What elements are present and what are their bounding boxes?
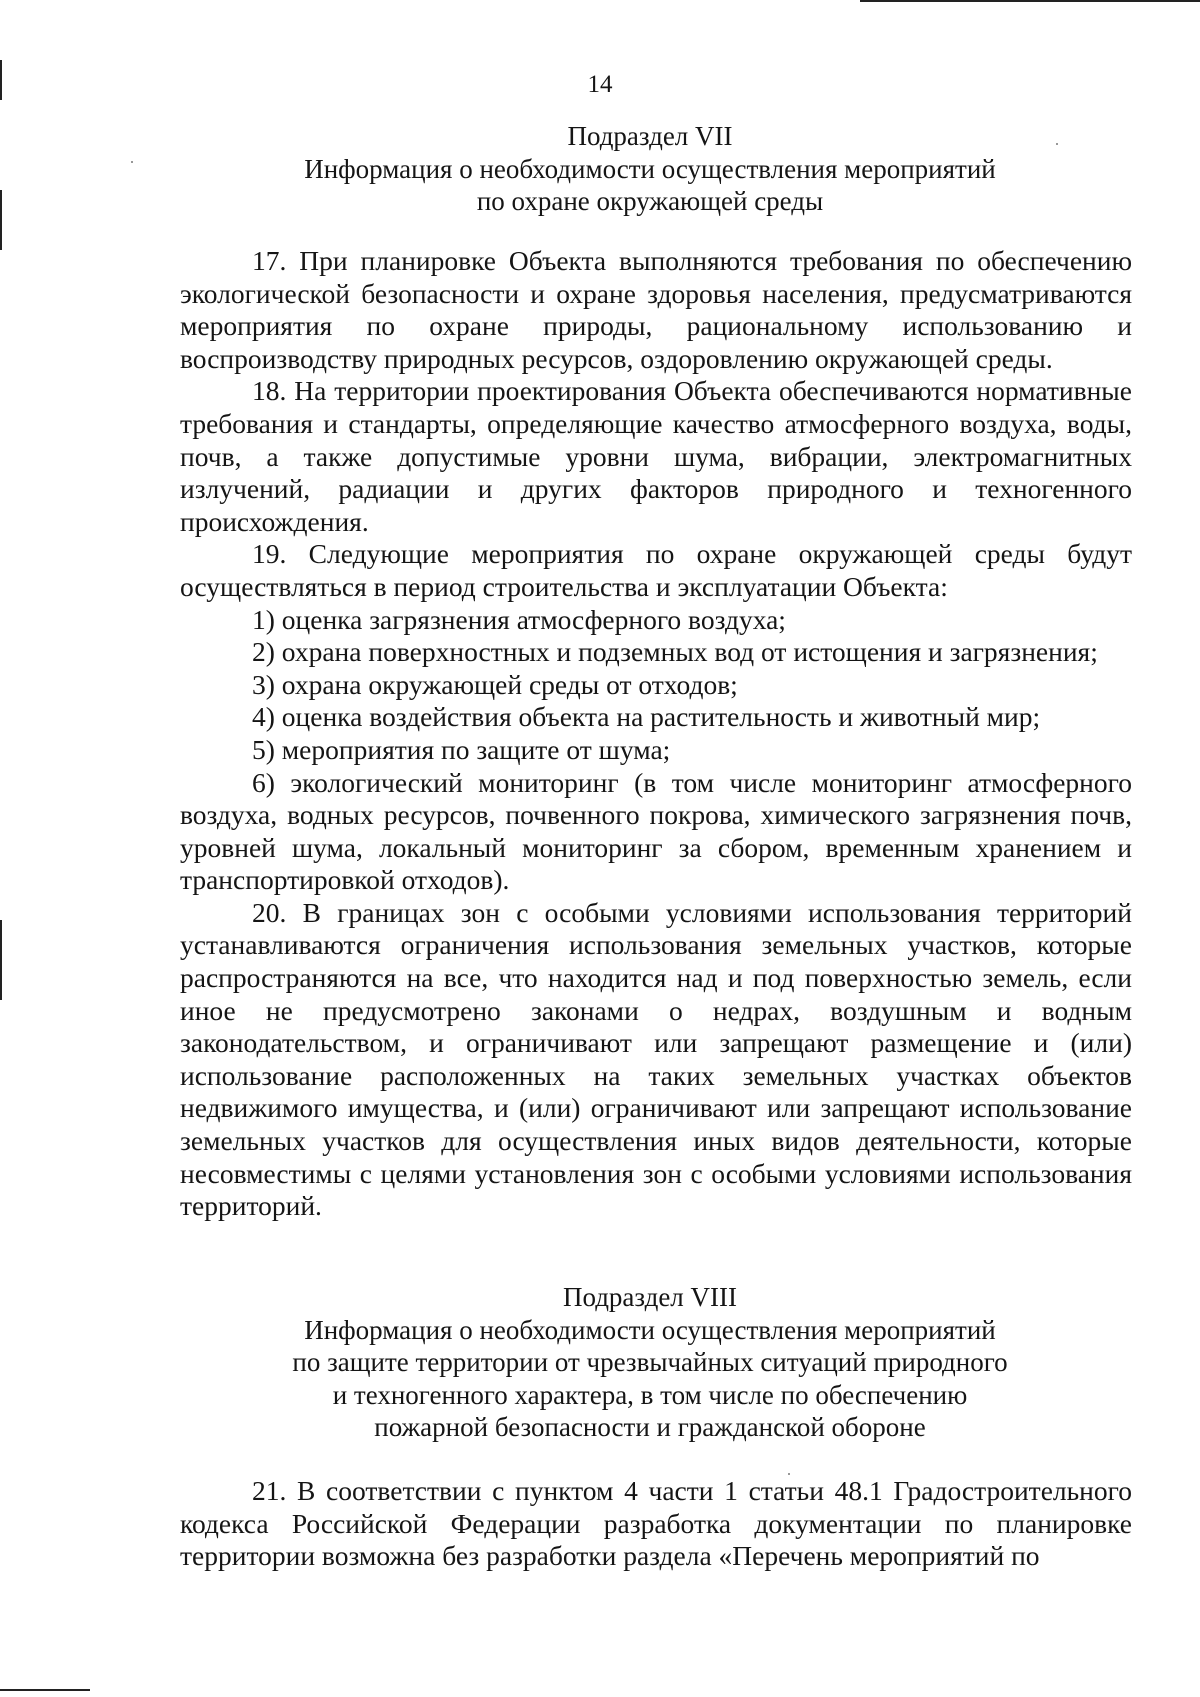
paragraph-17: 17. При планировке Объекта выполняются требования по обеспечению экологической безопасности и охране здоровья населения, предусматриваются мероприятия по охране природы, рациональному использованию и воспроизводству природных ресурсов, оздоровлению окружающей среды. [180,245,1132,374]
list-item: 6) экологический мониторинг (в том числе мониторинг атмосферного воздуха, водных ресурсов, почвенного покрова, химического загрязнения почв, уровней шума, локальный мониторинг за сбором, временным хранением и транспортировкой отходов). [180,766,1132,896]
scan-edge-left-3 [0,920,2,1000]
subsection-7-heading-line: Информация о необходимости осуществления мероприятий [304,153,996,184]
subsection-8-body [180,1475,1132,1573]
scan-speck [131,161,133,163]
subsection-7-heading [200,120,1100,218]
subsection-8-heading [200,1281,1100,1444]
scan-edge-top-right [860,0,1200,2]
list-item: 5) мероприятия по защите от шума; [252,733,671,765]
list-item: 4) оценка воздействия объекта на растительность и животный мир; [252,701,1041,733]
subsection-7-heading-line: по охране окружающей среды [476,186,824,216]
subsection-7-title: Подраздел VII [567,121,733,151]
subsection-8-heading-line: по защите территории от чрезвычайных ситуаций природного [292,1347,1008,1377]
subsection-8-title: Подраздел VIII [562,1282,738,1312]
subsection-7-body [180,245,1132,1223]
scan-edge-bottom-left [0,1689,90,1691]
subsection-8-heading-line: пожарной безопасности и гражданской обороне [374,1412,926,1442]
paragraph-19: 19. Следующие мероприятия по охране окружающей среды будут осуществляться в период строительства и эксплуатации Объекта: [180,538,1132,602]
list-item: 3) охрана окружающей среды от отходов; [252,668,738,700]
subsection-8-heading-line: Информация о необходимости осуществления мероприятий [304,1314,996,1345]
paragraph-18: 18. На территории проектирования Объекта обеспечиваются нормативные требования и стандарты, определяющие качество атмосферного воздуха, воды, почв, а также допустимые уровни шума, вибрации, электромагнитных излучений, радиации и других факторов природного и техногенного происхождения. [180,375,1132,537]
scan-edge-left-2 [0,190,2,250]
paragraph-20: 20. В границах зон с особыми условиями использования территорий устанавливаются ограничения использования земельных участков, которые распространяются на все, что находится над и под поверхностью земель, если иное не предусмотрено законами о недрах, воздушным и водным законодательством, и ограничивают или запрещают размещение и (или) использование расположенных на таких земельных участках объектов недвижимого имущества, и (или) ограничивают или запрещают использование земельных участков для осуществления иных видов деятельности, которые несовместимы с целями установления зон с особыми условиями использования территорий. [180,896,1132,1222]
subsection-8-heading-line: и техногенного характера, в том числе по обеспечению [332,1379,968,1410]
paragraph-21: 21. В соответствии с пунктом 4 части 1 статьи 48.1 Градостроительного кодекса Российской Федерации разработка документации по планировке территории возможна без разработки раздела «Перечень мероприятий по [180,1475,1132,1572]
list-item: 1) оценка загрязнения атмосферного воздуха; [252,603,786,635]
list-item: 2) охрана поверхностных и подземных вод от истощения и загрязнения; [252,636,1098,668]
page-number: 14 [587,71,613,98]
